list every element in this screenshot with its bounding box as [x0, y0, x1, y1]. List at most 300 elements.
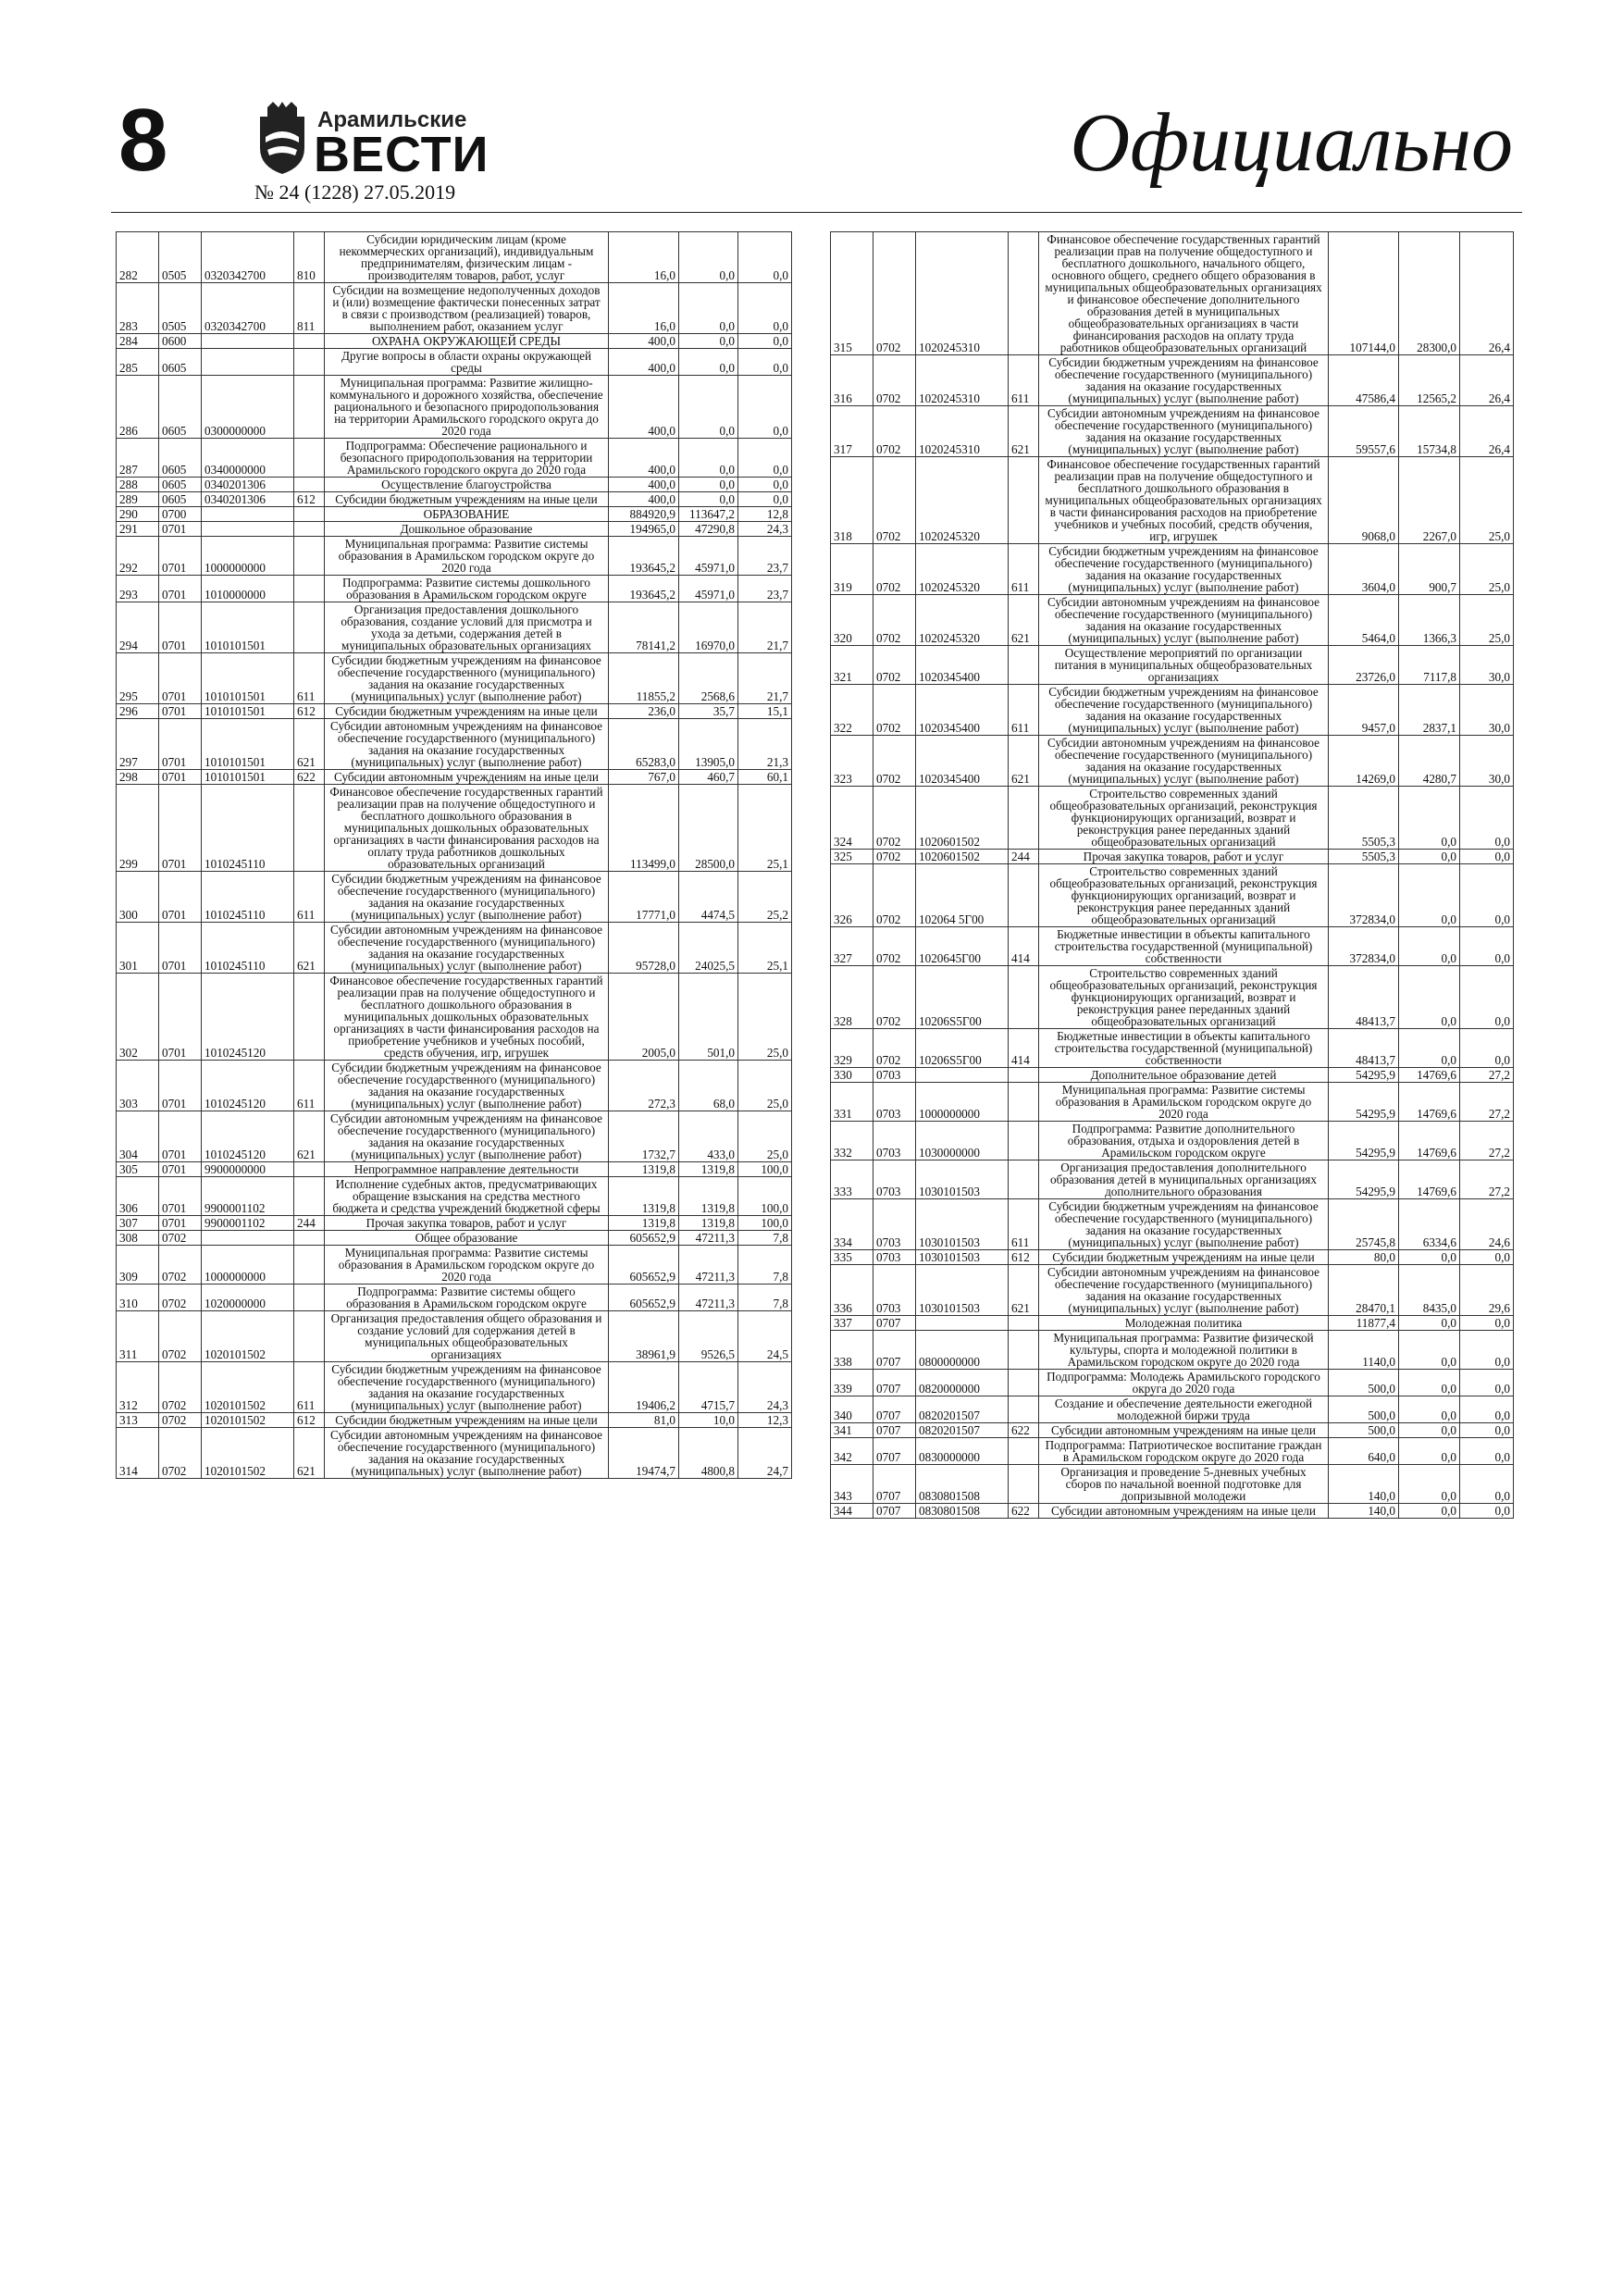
section-code-cell: 0702 — [873, 457, 916, 544]
table-row — [831, 1083, 1514, 1122]
expense-type-code-cell — [1009, 1122, 1039, 1160]
planned-amount-cell: 81,0 — [609, 1413, 679, 1428]
target-code-cell: 0300000000 — [202, 376, 294, 439]
executed-amount-cell: 0,0 — [1399, 1423, 1460, 1438]
executed-amount-cell: 113647,2 — [679, 507, 738, 522]
section-code-cell: 0703 — [873, 1250, 916, 1265]
expense-type-code-cell: 414 — [1009, 927, 1039, 966]
target-code-cell: 1030101503 — [916, 1160, 1009, 1199]
description-cell: Непрограммное направление деятельности — [325, 1162, 609, 1177]
target-code-cell: 10206S5Г00 — [916, 1029, 1009, 1068]
table-row — [117, 283, 792, 334]
expense-type-code-cell — [1009, 1160, 1039, 1199]
description-cell: Субсидии бюджетным учреждениям на финансовое обеспечение государственного (муниципального) задания на оказание государственных (муниципальных) услуг (выполнение работ) — [1039, 685, 1329, 736]
section-code-cell: 0702 — [873, 850, 916, 864]
target-code-cell: 9900001102 — [202, 1177, 294, 1216]
executed-amount-cell: 0,0 — [679, 232, 738, 283]
executed-amount-cell: 0,0 — [1399, 1438, 1460, 1465]
row-number-cell: 295 — [117, 653, 159, 704]
description-cell: Субсидии автономным учреждениям на иные цели — [325, 770, 609, 785]
target-code-cell: 1020245310 — [916, 355, 1009, 406]
section-code-cell: 0702 — [873, 1029, 916, 1068]
execution-percent-cell: 0,0 — [1460, 1396, 1514, 1423]
expense-type-code-cell: 611 — [1009, 355, 1039, 406]
planned-amount-cell: 65283,0 — [609, 719, 679, 770]
section-code-cell: 0701 — [159, 537, 202, 576]
target-code-cell: 0320342700 — [202, 232, 294, 283]
logo-main-text: ВЕСТИ — [314, 127, 489, 182]
table-row — [117, 1246, 792, 1285]
description-cell: Субсидии автономным учреждениям на финансовое обеспечение государственного (муниципального) задания на оказание государственных (муниципальных) услуг (выполнение работ) — [1039, 406, 1329, 457]
execution-percent-cell: 26,4 — [1460, 406, 1514, 457]
section-code-cell: 0707 — [873, 1331, 916, 1370]
executed-amount-cell: 0,0 — [1399, 787, 1460, 850]
description-cell: Субсидии автономным учреждениям на иные цели — [1039, 1423, 1329, 1438]
execution-percent-cell: 12,8 — [738, 507, 792, 522]
section-code-cell: 0702 — [873, 646, 916, 685]
description-cell: Финансовое обеспечение государственных гарантий реализации прав на получение общедоступного и бесплатного дошкольного образования в муниципальных дошкольных образовательных организациях в части финансирования расходов на оплату труда работников дошкольных образовательных организаций — [325, 785, 609, 872]
section-code-cell: 0600 — [159, 334, 202, 349]
target-code-cell: 1030101503 — [916, 1199, 1009, 1250]
execution-percent-cell: 0,0 — [1460, 927, 1514, 966]
table-row — [117, 785, 792, 872]
execution-percent-cell: 0,0 — [738, 376, 792, 439]
planned-amount-cell: 1319,8 — [609, 1162, 679, 1177]
table-row — [117, 770, 792, 785]
planned-amount-cell: 59557,6 — [1329, 406, 1399, 457]
row-number-cell: 340 — [831, 1396, 873, 1423]
execution-percent-cell: 25,2 — [738, 872, 792, 923]
section-code-cell: 0702 — [873, 927, 916, 966]
execution-percent-cell: 27,2 — [1460, 1160, 1514, 1199]
execution-percent-cell: 25,0 — [1460, 457, 1514, 544]
table-row — [117, 334, 792, 349]
execution-percent-cell: 0,0 — [1460, 1465, 1514, 1504]
section-code-cell: 0707 — [873, 1438, 916, 1465]
section-code-cell: 0701 — [159, 1111, 202, 1162]
description-cell: Подпрограмма: Обеспечение рационального и безопасного природопользования на территории Арамильского городского округа до 2020 года — [325, 439, 609, 478]
section-code-cell: 0703 — [873, 1265, 916, 1316]
table-row — [831, 1370, 1514, 1396]
target-code-cell: 1020245320 — [916, 595, 1009, 646]
description-cell: Финансовое обеспечение государственных гарантий реализации прав на получение общедоступного и бесплатного дошкольного образования в муниципальных дошкольных образовательных организациях в части финансирования расходов на приобретение учебников и учебных пособий, средств обучения, игр, игрушек — [325, 974, 609, 1061]
execution-percent-cell: 0,0 — [738, 283, 792, 334]
description-cell: Строительство современных зданий общеобразовательных организаций, реконструкция функционирующих организаций, возврат и реконструкция ранее переданных зданий общеобразовательных организаций — [1039, 787, 1329, 850]
planned-amount-cell: 54295,9 — [1329, 1160, 1399, 1199]
section-code-cell: 0701 — [159, 704, 202, 719]
description-cell: Исполнение судебных актов, предусматривающих обращение взыскания на средства местного бюджета и средства учреждений бюджетной сферы — [325, 1177, 609, 1216]
expense-type-code-cell — [294, 1246, 325, 1285]
description-cell: ОБРАЗОВАНИЕ — [325, 507, 609, 522]
planned-amount-cell: 400,0 — [609, 478, 679, 492]
target-code-cell: 9900000000 — [202, 1162, 294, 1177]
section-code-cell: 0707 — [873, 1504, 916, 1519]
planned-amount-cell: 14269,0 — [1329, 736, 1399, 787]
expense-type-code-cell — [1009, 1083, 1039, 1122]
planned-amount-cell: 140,0 — [1329, 1465, 1399, 1504]
planned-amount-cell: 1319,8 — [609, 1177, 679, 1216]
table-row — [117, 522, 792, 537]
table-row — [831, 406, 1514, 457]
row-number-cell: 332 — [831, 1122, 873, 1160]
expense-type-code-cell — [1009, 1316, 1039, 1331]
row-number-cell: 285 — [117, 349, 159, 376]
row-number-cell: 306 — [117, 1177, 159, 1216]
execution-percent-cell: 0,0 — [1460, 1423, 1514, 1438]
executed-amount-cell: 1366,3 — [1399, 595, 1460, 646]
expense-type-code-cell: 612 — [294, 1413, 325, 1428]
expense-type-code-cell: 244 — [1009, 850, 1039, 864]
expense-type-code-cell — [1009, 1396, 1039, 1423]
executed-amount-cell: 0,0 — [1399, 927, 1460, 966]
description-cell: Субсидии на возмещение недополученных доходов и (или) возмещение фактически понесенных затрат в связи с производством (реализацией) товаров, выполнением работ, оказанием услуг — [325, 283, 609, 334]
expense-type-code-cell — [1009, 864, 1039, 927]
target-code-cell: 1020345400 — [916, 685, 1009, 736]
execution-percent-cell: 27,2 — [1460, 1083, 1514, 1122]
target-code-cell: 1020601502 — [916, 787, 1009, 850]
execution-percent-cell: 0,0 — [1460, 1438, 1514, 1465]
row-number-cell: 291 — [117, 522, 159, 537]
section-code-cell: 0701 — [159, 1177, 202, 1216]
description-cell: Субсидии автономным учреждениям на иные цели — [1039, 1504, 1329, 1519]
table-row — [831, 355, 1514, 406]
expense-type-code-cell: 244 — [294, 1216, 325, 1231]
planned-amount-cell: 884920,9 — [609, 507, 679, 522]
section-code-cell: 0703 — [873, 1083, 916, 1122]
row-number-cell: 335 — [831, 1250, 873, 1265]
table-row — [117, 872, 792, 923]
row-number-cell: 314 — [117, 1428, 159, 1479]
planned-amount-cell: 605652,9 — [609, 1231, 679, 1246]
expense-type-code-cell — [294, 576, 325, 602]
executed-amount-cell: 4800,8 — [679, 1428, 738, 1479]
table-row — [117, 1362, 792, 1413]
description-cell: Муниципальная программа: Развитие физической культуры, спорта и молодежной политики в Арамильском городском округе до 2020 года — [1039, 1331, 1329, 1370]
section-code-cell: 0701 — [159, 576, 202, 602]
table-row — [831, 232, 1514, 355]
executed-amount-cell: 0,0 — [1399, 1316, 1460, 1331]
execution-percent-cell: 0,0 — [1460, 1250, 1514, 1265]
executed-amount-cell: 7117,8 — [1399, 646, 1460, 685]
section-code-cell: 0701 — [159, 1061, 202, 1111]
expense-type-code-cell — [1009, 1331, 1039, 1370]
row-number-cell: 287 — [117, 439, 159, 478]
target-code-cell — [202, 349, 294, 376]
expense-type-code-cell: 622 — [1009, 1423, 1039, 1438]
planned-amount-cell: 5505,3 — [1329, 850, 1399, 864]
section-code-cell: 0703 — [873, 1160, 916, 1199]
budget-table-left — [116, 231, 792, 1479]
planned-amount-cell: 47586,4 — [1329, 355, 1399, 406]
execution-percent-cell: 23,7 — [738, 537, 792, 576]
description-cell: Субсидии автономным учреждениям на финансовое обеспечение государственного (муниципального) задания на оказание государственных (муниципальных) услуг (выполнение работ) — [1039, 595, 1329, 646]
section-code-cell: 0702 — [873, 966, 916, 1029]
planned-amount-cell: 54295,9 — [1329, 1083, 1399, 1122]
table-row — [117, 1311, 792, 1362]
execution-percent-cell: 0,0 — [1460, 1504, 1514, 1519]
table-row — [831, 1160, 1514, 1199]
table-row — [831, 850, 1514, 864]
executed-amount-cell: 1319,8 — [679, 1162, 738, 1177]
table-row — [831, 864, 1514, 927]
target-code-cell — [202, 507, 294, 522]
issue-info: № 24 (1228) 27.05.2019 — [254, 180, 456, 204]
executed-amount-cell: 0,0 — [679, 376, 738, 439]
planned-amount-cell: 193645,2 — [609, 537, 679, 576]
execution-percent-cell: 21,7 — [738, 653, 792, 704]
description-cell: Строительство современных зданий общеобразовательных организаций, реконструкция функционирующих организаций, возврат и реконструкция ранее переданных зданий общеобразовательных организаций — [1039, 864, 1329, 927]
table-row — [117, 349, 792, 376]
target-code-cell: 1010101501 — [202, 602, 294, 653]
row-number-cell: 321 — [831, 646, 873, 685]
planned-amount-cell: 48413,7 — [1329, 966, 1399, 1029]
execution-percent-cell: 0,0 — [1460, 864, 1514, 927]
target-code-cell: 0830801508 — [916, 1504, 1009, 1519]
table-row — [117, 1413, 792, 1428]
row-number-cell: 322 — [831, 685, 873, 736]
planned-amount-cell: 3604,0 — [1329, 544, 1399, 595]
description-cell: Подпрограмма: Развитие системы общего образования в Арамильском городском округе — [325, 1285, 609, 1311]
executed-amount-cell: 2267,0 — [1399, 457, 1460, 544]
row-number-cell: 315 — [831, 232, 873, 355]
executed-amount-cell: 0,0 — [1399, 1504, 1460, 1519]
planned-amount-cell: 5505,3 — [1329, 787, 1399, 850]
newspaper-logo — [254, 100, 489, 183]
executed-amount-cell: 45971,0 — [679, 537, 738, 576]
table-row — [831, 787, 1514, 850]
table-row — [831, 1465, 1514, 1504]
executed-amount-cell: 433,0 — [679, 1111, 738, 1162]
row-number-cell: 312 — [117, 1362, 159, 1413]
executed-amount-cell: 0,0 — [1399, 1370, 1460, 1396]
expense-type-code-cell — [1009, 232, 1039, 355]
execution-percent-cell: 0,0 — [1460, 1029, 1514, 1068]
row-number-cell: 307 — [117, 1216, 159, 1231]
expense-type-code-cell: 611 — [1009, 1199, 1039, 1250]
planned-amount-cell: 605652,9 — [609, 1246, 679, 1285]
target-code-cell: 1020101502 — [202, 1428, 294, 1479]
row-number-cell: 305 — [117, 1162, 159, 1177]
table-row — [117, 974, 792, 1061]
section-code-cell: 0702 — [873, 595, 916, 646]
row-number-cell: 304 — [117, 1111, 159, 1162]
executed-amount-cell: 0,0 — [1399, 1331, 1460, 1370]
executed-amount-cell: 15734,8 — [1399, 406, 1460, 457]
section-code-cell: 0702 — [873, 685, 916, 736]
expense-type-code-cell — [294, 1311, 325, 1362]
header-divider — [111, 212, 1522, 213]
table-row — [117, 1177, 792, 1216]
row-number-cell: 342 — [831, 1438, 873, 1465]
row-number-cell: 282 — [117, 232, 159, 283]
section-code-cell: 0702 — [873, 355, 916, 406]
row-number-cell: 344 — [831, 1504, 873, 1519]
planned-amount-cell: 107144,0 — [1329, 232, 1399, 355]
executed-amount-cell: 0,0 — [679, 439, 738, 478]
expense-type-code-cell — [294, 507, 325, 522]
execution-percent-cell: 24,5 — [738, 1311, 792, 1362]
planned-amount-cell: 500,0 — [1329, 1370, 1399, 1396]
planned-amount-cell: 605652,9 — [609, 1285, 679, 1311]
executed-amount-cell: 45971,0 — [679, 576, 738, 602]
expense-type-code-cell — [294, 478, 325, 492]
executed-amount-cell: 4280,7 — [1399, 736, 1460, 787]
row-number-cell: 286 — [117, 376, 159, 439]
executed-amount-cell: 0,0 — [1399, 966, 1460, 1029]
target-code-cell: 1030101503 — [916, 1265, 1009, 1316]
target-code-cell: 1010245120 — [202, 1061, 294, 1111]
target-code-cell: 1010245120 — [202, 1111, 294, 1162]
description-cell: Муниципальная программа: Развитие системы образования в Арамильском городском округе до 2020 года — [325, 1246, 609, 1285]
table-row — [831, 685, 1514, 736]
row-number-cell: 300 — [117, 872, 159, 923]
section-title: Официально — [1070, 97, 1513, 189]
planned-amount-cell: 9068,0 — [1329, 457, 1399, 544]
description-cell: Организация предоставления дошкольного образования, создание условий для присмотра и ухода за детьми, содержания детей в муниципальных образовательных организациях — [325, 602, 609, 653]
execution-percent-cell: 0,0 — [1460, 1370, 1514, 1396]
row-number-cell: 327 — [831, 927, 873, 966]
planned-amount-cell: 48413,7 — [1329, 1029, 1399, 1068]
execution-percent-cell: 0,0 — [738, 439, 792, 478]
section-code-cell: 0702 — [159, 1428, 202, 1479]
description-cell: Дошкольное образование — [325, 522, 609, 537]
description-cell: Субсидии юридическим лицам (кроме некоммерческих организаций), индивидуальным предпринимателям, физическим лицам - производителям товаров, работ, услуг — [325, 232, 609, 283]
row-number-cell: 320 — [831, 595, 873, 646]
row-number-cell: 323 — [831, 736, 873, 787]
planned-amount-cell: 23726,0 — [1329, 646, 1399, 685]
executed-amount-cell: 28300,0 — [1399, 232, 1460, 355]
expense-type-code-cell — [294, 537, 325, 576]
description-cell: Подпрограмма: Молодежь Арамильского городского округа до 2020 года — [1039, 1370, 1329, 1396]
section-code-cell: 0701 — [159, 602, 202, 653]
description-cell: Субсидии бюджетным учреждениям на финансовое обеспечение государственного (муниципального) задания на оказание государственных (муниципальных) услуг (выполнение работ) — [325, 872, 609, 923]
section-code-cell: 0703 — [873, 1122, 916, 1160]
planned-amount-cell: 400,0 — [609, 492, 679, 507]
executed-amount-cell: 47211,3 — [679, 1246, 738, 1285]
executed-amount-cell: 6334,6 — [1399, 1199, 1460, 1250]
expense-type-code-cell: 611 — [294, 653, 325, 704]
description-cell: Прочая закупка товаров, работ и услуг — [325, 1216, 609, 1231]
executed-amount-cell: 10,0 — [679, 1413, 738, 1428]
expense-type-code-cell — [294, 349, 325, 376]
section-code-cell: 0605 — [159, 478, 202, 492]
expense-type-code-cell — [294, 376, 325, 439]
expense-type-code-cell — [294, 602, 325, 653]
table-row — [117, 1285, 792, 1311]
execution-percent-cell: 100,0 — [738, 1216, 792, 1231]
expense-type-code-cell: 611 — [294, 1061, 325, 1111]
description-cell: Субсидии автономным учреждениям на финансовое обеспечение государственного (муниципального) задания на оказание государственных (муниципальных) услуг (выполнение работ) — [325, 923, 609, 974]
row-number-cell: 290 — [117, 507, 159, 522]
target-code-cell: 1020000000 — [202, 1285, 294, 1311]
table-row — [117, 232, 792, 283]
row-number-cell: 318 — [831, 457, 873, 544]
execution-percent-cell: 15,1 — [738, 704, 792, 719]
expense-type-code-cell — [1009, 1370, 1039, 1396]
planned-amount-cell: 113499,0 — [609, 785, 679, 872]
execution-percent-cell: 0,0 — [738, 232, 792, 283]
planned-amount-cell: 400,0 — [609, 376, 679, 439]
section-code-cell: 0701 — [159, 770, 202, 785]
expense-type-code-cell — [294, 439, 325, 478]
row-number-cell: 310 — [117, 1285, 159, 1311]
target-code-cell: 1020245320 — [916, 544, 1009, 595]
section-code-cell: 0707 — [873, 1465, 916, 1504]
expense-type-code-cell: 810 — [294, 232, 325, 283]
executed-amount-cell: 24025,5 — [679, 923, 738, 974]
planned-amount-cell: 400,0 — [609, 349, 679, 376]
description-cell: Подпрограмма: Патриотическое воспитание граждан в Арамильском городском округе до 2020 года — [1039, 1438, 1329, 1465]
executed-amount-cell: 0,0 — [1399, 1396, 1460, 1423]
table-row — [831, 736, 1514, 787]
section-code-cell: 0605 — [159, 376, 202, 439]
table-row — [117, 1111, 792, 1162]
executed-amount-cell: 0,0 — [1399, 850, 1460, 864]
target-code-cell: 1010245110 — [202, 785, 294, 872]
execution-percent-cell: 7,8 — [738, 1285, 792, 1311]
section-code-cell: 0701 — [159, 653, 202, 704]
expense-type-code-cell — [294, 334, 325, 349]
target-code-cell: 102064 5Г00 — [916, 864, 1009, 927]
execution-percent-cell: 7,8 — [738, 1231, 792, 1246]
target-code-cell: 10206S5Г00 — [916, 966, 1009, 1029]
execution-percent-cell: 27,2 — [1460, 1068, 1514, 1083]
executed-amount-cell: 4715,7 — [679, 1362, 738, 1413]
row-number-cell: 309 — [117, 1246, 159, 1285]
table-row — [117, 492, 792, 507]
planned-amount-cell: 500,0 — [1329, 1396, 1399, 1423]
description-cell: Субсидии бюджетным учреждениям на финансовое обеспечение государственного (муниципального) задания на оказание государственных (муниципальных) услуг (выполнение работ) — [325, 1061, 609, 1111]
planned-amount-cell: 95728,0 — [609, 923, 679, 974]
execution-percent-cell: 30,0 — [1460, 646, 1514, 685]
row-number-cell: 288 — [117, 478, 159, 492]
description-cell: Муниципальная программа: Развитие жилищно-коммунального и дорожного хозяйства, обеспечение рационального и безопасного природопользования на территории Арамильского городского округа до 2020 года — [325, 376, 609, 439]
planned-amount-cell: 2005,0 — [609, 974, 679, 1061]
section-code-cell: 0701 — [159, 1216, 202, 1231]
description-cell: Субсидии бюджетным учреждениям на финансовое обеспечение государственного (муниципального) задания на оказание государственных (муниципальных) услуг (выполнение работ) — [325, 653, 609, 704]
execution-percent-cell: 100,0 — [738, 1162, 792, 1177]
executed-amount-cell: 47211,3 — [679, 1231, 738, 1246]
section-code-cell: 0701 — [159, 785, 202, 872]
expense-type-code-cell: 622 — [294, 770, 325, 785]
section-code-cell: 0702 — [159, 1246, 202, 1285]
logo-top-text: Арамильские — [317, 107, 467, 132]
expense-type-code-cell: 611 — [294, 872, 325, 923]
table-row — [831, 1199, 1514, 1250]
executed-amount-cell: 16970,0 — [679, 602, 738, 653]
execution-percent-cell: 29,6 — [1460, 1265, 1514, 1316]
executed-amount-cell: 1319,8 — [679, 1177, 738, 1216]
row-number-cell: 331 — [831, 1083, 873, 1122]
execution-percent-cell: 24,7 — [738, 1428, 792, 1479]
table-row — [117, 537, 792, 576]
description-cell: Субсидии автономным учреждениям на финансовое обеспечение государственного (муниципального) задания на оказание государственных (муниципальных) услуг (выполнение работ) — [1039, 1265, 1329, 1316]
description-cell: Субсидии бюджетным учреждениям на финансовое обеспечение государственного (муниципального) задания на оказание государственных (муниципальных) услуг (выполнение работ) — [1039, 544, 1329, 595]
expense-type-code-cell: 622 — [1009, 1504, 1039, 1519]
table-row — [831, 1504, 1514, 1519]
expense-type-code-cell: 811 — [294, 283, 325, 334]
target-code-cell: 0820000000 — [916, 1370, 1009, 1396]
description-cell: Подпрограмма: Развитие системы дошкольного образования в Арамильском городском округе — [325, 576, 609, 602]
description-cell: Муниципальная программа: Развитие системы образования в Арамильском городском округе до 2020 года — [1039, 1083, 1329, 1122]
table-row — [117, 923, 792, 974]
planned-amount-cell: 11877,4 — [1329, 1316, 1399, 1331]
table-row — [831, 1331, 1514, 1370]
description-cell: Осуществление благоустройства — [325, 478, 609, 492]
execution-percent-cell: 24,3 — [738, 522, 792, 537]
target-code-cell: 1020245310 — [916, 406, 1009, 457]
target-code-cell: 1010101501 — [202, 770, 294, 785]
